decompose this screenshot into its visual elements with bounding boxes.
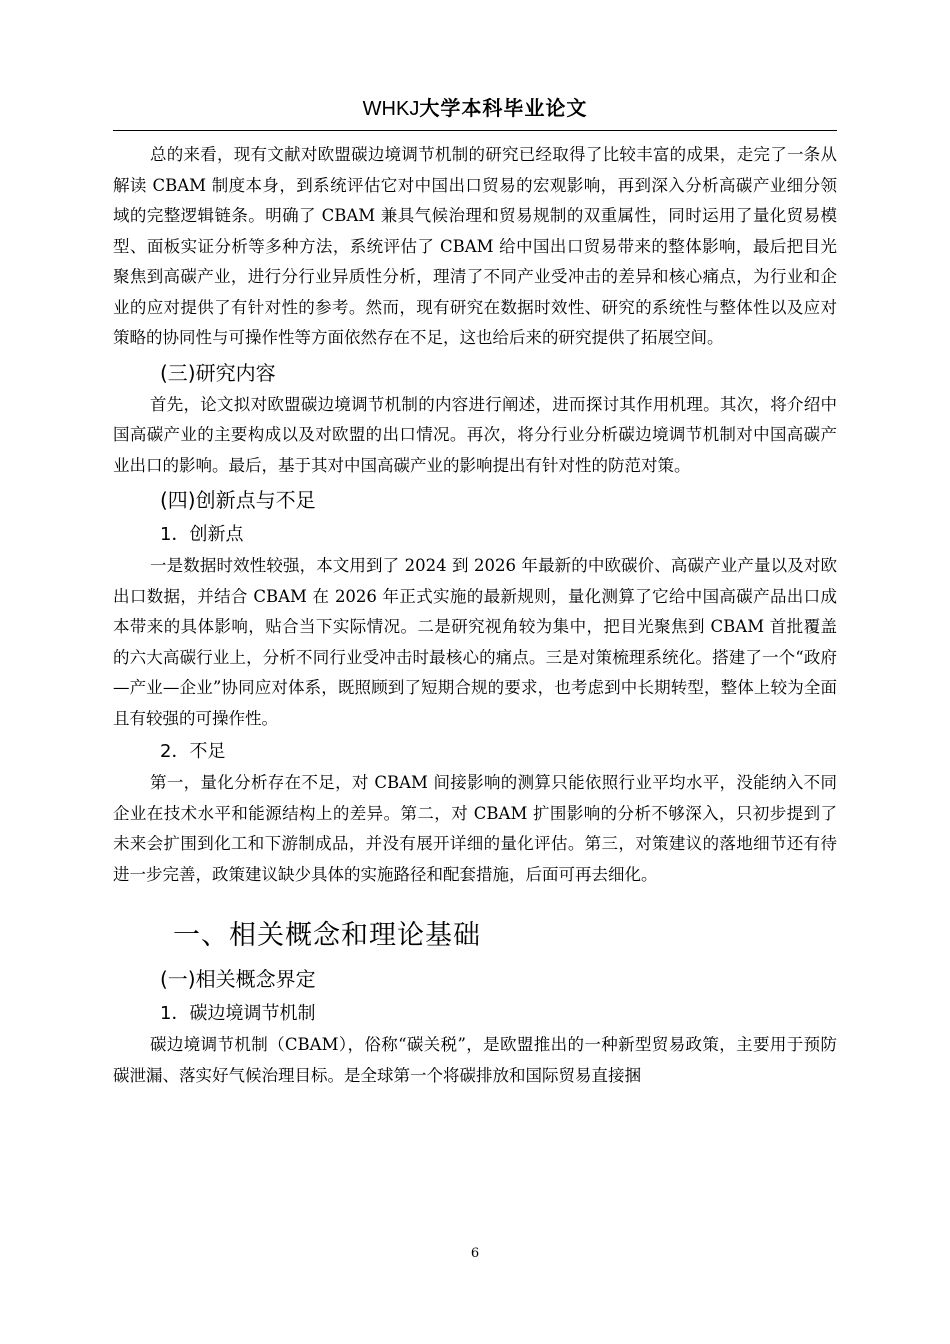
paragraph-summary: 总的来看，现有文献对欧盟碳边境调节机制的研究已经取得了比较丰富的成果，走完了一条从解读 CBAM 制度本身，到系统评估它对中国出口贸易的宏观影响，再到深入分析高碳产业细分领域的完整逻辑链条。明确了 CBAM 兼具气候治理和贸易规制的双重属性，同时运用了量化贸易模型、面板实证分析等多种方法，系统评估了 CBAM 给中国出口贸易带来的整体影响，最后把目光聚焦到高碳产业，进行分行业异质性分析，理清了不同产业受冲击的差异和核心痛点，为行业和企业的应对提供了有针对性的参考。然而，现有研究在数据时效性、研究的系统性与整体性以及应对策略的协同性与可操作性等方面依然存在不足，这也给后来的研究提供了拓展空间。	[113, 145, 837, 347]
header-latin: WHKJ	[362, 98, 420, 120]
heading-innovation: (四)创新点与不足	[160, 488, 316, 512]
heading-innovation-points: 1．创新点	[160, 524, 244, 545]
page-number: 6	[470, 1246, 480, 1261]
paragraph-cbam: 碳边境调节机制（CBAM），俗称“碳关税”，是欧盟推出的一种新型贸易政策，主要用于预防碳泄漏、落实好气候治理目标。是全球第一个将碳排放和国际贸易直接捆	[113, 1035, 837, 1085]
paragraph-innovation-points: 一是数据时效性较强，本文用到了 2024 到 2026 年最新的中欧碳价、高碳产业产量以及对欧出口数据，并结合 CBAM 在 2026 年正式实施的最新规则，量化测算了它给中国高碳产品出口成本带来的具体影响，贴合当下实际情况。二是研究视角较为集中，把目光聚焦到 CBAM 首批覆盖的六大高碳行业上，分析不同行业受冲击时最核心的痛点。三是对策梳理系统化。搭建了一个“政府—产业—企业”协同应对体系，既照顾到了短期合规的要求，也考虑到中长期转型，整体上较为全面且有较强的可操作性。	[113, 556, 837, 728]
paragraph-shortcomings: 第一，量化分析存在不足，对 CBAM 间接影响的测算只能依照行业平均水平，没能纳入不同企业在技术水平和能源结构上的差异。第二，对 CBAM 扩围影响的分析不够深入，只初步提到了未来会扩围到化工和下游制成品，并没有展开详细的量化评估。第三，对策建议的落地细节还有待进一步完善，政策建议缺少具体的实施路径和配套措施，后面可再去细化。	[113, 773, 837, 884]
chapter-title: 一、相关概念和理论基础	[173, 920, 481, 951]
header-rule	[113, 130, 837, 131]
header-title: 大学本科毕业论文	[419, 96, 588, 120]
heading-cbam: 1．碳边境调节机制	[160, 1003, 316, 1024]
page-body	[113, 140, 837, 1091]
heading-research-content: (三)研究内容	[160, 360, 276, 385]
heading-shortcomings: 2．不足	[160, 741, 226, 762]
page-header	[113, 92, 837, 121]
paragraph-research-content: 首先，论文拟对欧盟碳边境调节机制的内容进行阐述，进而探讨其作用机理。其次，将介绍中国高碳产业的主要构成以及对欧盟的出口情况。再次，将分行业分析碳边境调节机制对中国高碳产业出口的影响。最后，基于其对中国高碳产业的影响提出有针对性的防范对策。	[113, 394, 837, 475]
heading-concepts: (一)相关概念界定	[160, 967, 316, 991]
